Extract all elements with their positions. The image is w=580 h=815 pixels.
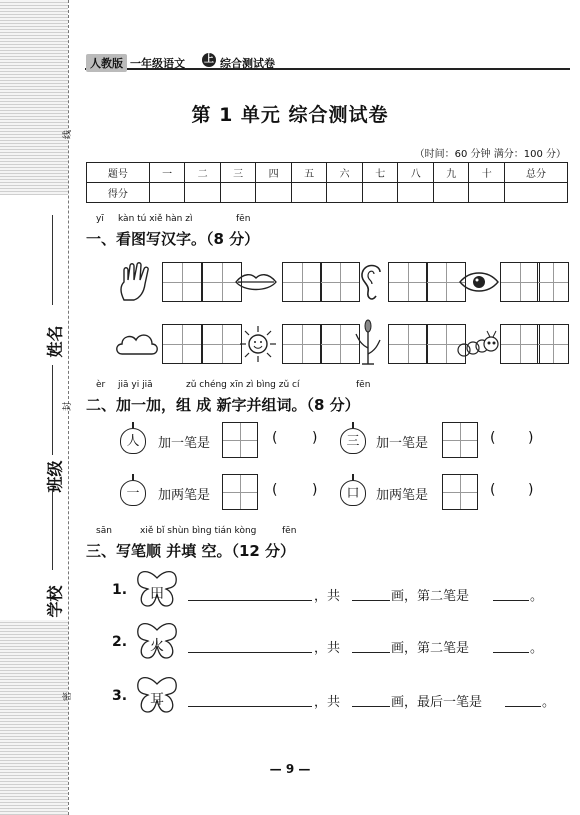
cloud-icon xyxy=(114,330,160,358)
q3-count-line-3[interactable] xyxy=(352,706,390,707)
q1-write-box-4b[interactable] xyxy=(537,262,569,302)
q3-stroke-order-line-2[interactable] xyxy=(188,652,312,653)
binding-mi-mark: 密 xyxy=(63,691,74,702)
q3-pinyin-1: sān xyxy=(96,526,112,536)
q1-heading: 一、看图写汉字。（8 分） xyxy=(86,230,260,248)
score-table-col-header: 四 xyxy=(256,163,292,183)
mouth-icon xyxy=(234,270,278,294)
eye-icon xyxy=(458,270,500,294)
q1-write-box-4a[interactable] xyxy=(500,262,540,302)
score-table-col-header: 七 xyxy=(362,163,398,183)
q2-paren-open-4: ( xyxy=(490,482,496,498)
q2-char-4: 口 xyxy=(340,480,366,506)
q2-paren-open-1: ( xyxy=(272,430,278,446)
school-field-line[interactable] xyxy=(52,490,53,570)
score-cell[interactable] xyxy=(362,183,398,203)
q3-t3-2: 。 xyxy=(530,641,544,656)
score-table-score-label: 得分 xyxy=(87,183,150,203)
score-table-score-row xyxy=(87,183,568,203)
q1-pinyin-2: kàn tú xiě hàn zì xyxy=(118,214,193,224)
q3-t1-1: ，共 xyxy=(314,589,341,604)
q1-pinyin-3: fēn xyxy=(236,214,251,224)
class-label: 班级 xyxy=(45,460,65,493)
q2-text-3: 加两笔是 xyxy=(158,488,211,503)
score-table-col-header: 十 xyxy=(469,163,505,183)
q1-write-box-3a[interactable] xyxy=(388,262,428,302)
q3-t2-2: 画，第二笔是 xyxy=(391,641,470,656)
q3-t3-3: 。 xyxy=(542,695,556,710)
score-cell[interactable] xyxy=(327,183,363,203)
q2-char-3: 一 xyxy=(120,480,146,506)
q2-paren-close-4: ) xyxy=(528,482,534,498)
score-cell[interactable] xyxy=(469,183,505,203)
q3-num-1: 1. xyxy=(112,582,128,598)
q3-t3-1: 。 xyxy=(530,589,544,604)
q2-text-1: 加一笔是 xyxy=(158,436,211,451)
q2-heading: 二、加一加，组 成 新字并组词。（8 分） xyxy=(86,396,360,414)
q2-answer-box-3[interactable] xyxy=(222,474,258,510)
score-table-col-header: 二 xyxy=(185,163,221,183)
score-cell[interactable] xyxy=(185,183,221,203)
q3-answer-line-2[interactable] xyxy=(493,652,529,653)
doc-type: 综合测试卷 xyxy=(220,57,275,70)
q3-stroke-order-line-3[interactable] xyxy=(188,706,312,707)
q2-answer-box-2[interactable] xyxy=(442,422,478,458)
school-label: 学校 xyxy=(45,585,65,618)
q2-text-4: 加两笔是 xyxy=(376,488,429,503)
q2-char-1: 人 xyxy=(120,428,146,454)
ear-icon xyxy=(358,262,386,302)
binding-line-mark: 线 xyxy=(63,129,74,140)
q3-pinyin-3: fēn xyxy=(282,526,297,536)
score-cell[interactable] xyxy=(433,183,469,203)
score-cell[interactable] xyxy=(291,183,327,203)
score-table-col-header: 六 xyxy=(327,163,363,183)
grade-subject: 一年级语文 xyxy=(130,57,185,70)
q3-char-2: 火 xyxy=(150,638,164,654)
q1-write-box-2b[interactable] xyxy=(320,262,360,302)
binding-strip-top xyxy=(0,0,68,195)
q2-paren-close-1: ) xyxy=(312,430,318,446)
name-label: 姓名 xyxy=(45,325,65,358)
q3-num-2: 2. xyxy=(112,634,128,650)
q1-write-box-1a[interactable] xyxy=(162,262,202,302)
score-cell[interactable] xyxy=(398,183,434,203)
q3-pinyin-2: xiě bǐ shùn bìng tián kòng xyxy=(140,526,257,536)
score-cell[interactable] xyxy=(220,183,256,203)
q3-num-3: 3. xyxy=(112,688,128,704)
q3-answer-line-3[interactable] xyxy=(505,706,541,707)
q3-count-line-1[interactable] xyxy=(352,600,390,601)
q1-write-box-5a[interactable] xyxy=(162,324,202,364)
q1-write-box-7a[interactable] xyxy=(388,324,428,364)
q2-text-2: 加一笔是 xyxy=(376,436,429,451)
score-table-label: 题号 xyxy=(87,163,150,183)
hand-icon xyxy=(116,262,156,302)
q2-answer-box-4[interactable] xyxy=(442,474,478,510)
binding-seal-mark: 封 xyxy=(63,401,74,412)
sun-icon xyxy=(238,324,278,364)
score-table-col-header: 总分 xyxy=(505,163,568,183)
q3-char-1: 田 xyxy=(150,586,164,602)
q2-pinyin-4: fēn xyxy=(356,380,371,390)
q2-answer-box-1[interactable] xyxy=(222,422,258,458)
name-field-line[interactable] xyxy=(52,215,53,305)
exam-meta: （时间：60 分钟 满分：100 分） xyxy=(414,149,566,160)
score-table-col-header: 一 xyxy=(149,163,185,183)
q3-t2-1: 画，第二笔是 xyxy=(391,589,470,604)
score-table-col-header: 九 xyxy=(433,163,469,183)
q2-pinyin-3: zǔ chéng xīn zì bìng zǔ cí xyxy=(186,380,300,390)
q2-paren-close-3: ) xyxy=(312,482,318,498)
q3-answer-line-1[interactable] xyxy=(493,600,529,601)
score-cell[interactable] xyxy=(149,183,185,203)
q3-count-line-2[interactable] xyxy=(352,652,390,653)
q1-write-box-2a[interactable] xyxy=(282,262,322,302)
score-table-col-header: 八 xyxy=(398,163,434,183)
score-table xyxy=(86,162,568,203)
q3-t2-3: 画，最后一笔是 xyxy=(391,695,483,710)
q3-stroke-order-line-1[interactable] xyxy=(188,600,312,601)
q2-pinyin-2: jiā yi jiā xyxy=(118,380,153,390)
q3-char-3: 耳 xyxy=(150,692,164,708)
page-title: 第 1 单元 综合测试卷 xyxy=(191,104,389,126)
score-table-header-row xyxy=(87,163,568,183)
q3-t1-3: ，共 xyxy=(314,695,341,710)
q2-paren-open-2: ( xyxy=(490,430,496,446)
semester-badge: 上 xyxy=(204,54,214,65)
score-table-col-header: 五 xyxy=(291,163,327,183)
q2-char-2: 三 xyxy=(340,428,366,454)
q3-t1-2: ，共 xyxy=(314,641,341,656)
q1-write-box-8a[interactable] xyxy=(500,324,540,364)
edition-tag: 人教版 xyxy=(86,54,127,72)
grain-icon xyxy=(352,318,384,366)
page-number: — 9 — xyxy=(269,762,311,776)
score-cell[interactable] xyxy=(505,183,568,203)
class-field-line[interactable] xyxy=(52,365,53,455)
q1-pinyin-1: yī xyxy=(96,214,104,224)
q1-write-box-6a[interactable] xyxy=(282,324,322,364)
q3-heading: 三、写笔顺 并填 空。（12 分） xyxy=(86,542,296,560)
q2-paren-open-3: ( xyxy=(272,482,278,498)
q2-paren-close-2: ) xyxy=(528,430,534,446)
q1-write-box-8b[interactable] xyxy=(537,324,569,364)
q1-write-box-5b[interactable] xyxy=(202,324,242,364)
bug-icon xyxy=(456,330,500,360)
score-table-col-header: 三 xyxy=(220,163,256,183)
q2-pinyin-1: èr xyxy=(96,380,106,390)
score-cell[interactable] xyxy=(256,183,292,203)
binding-strip-bottom xyxy=(0,620,68,815)
